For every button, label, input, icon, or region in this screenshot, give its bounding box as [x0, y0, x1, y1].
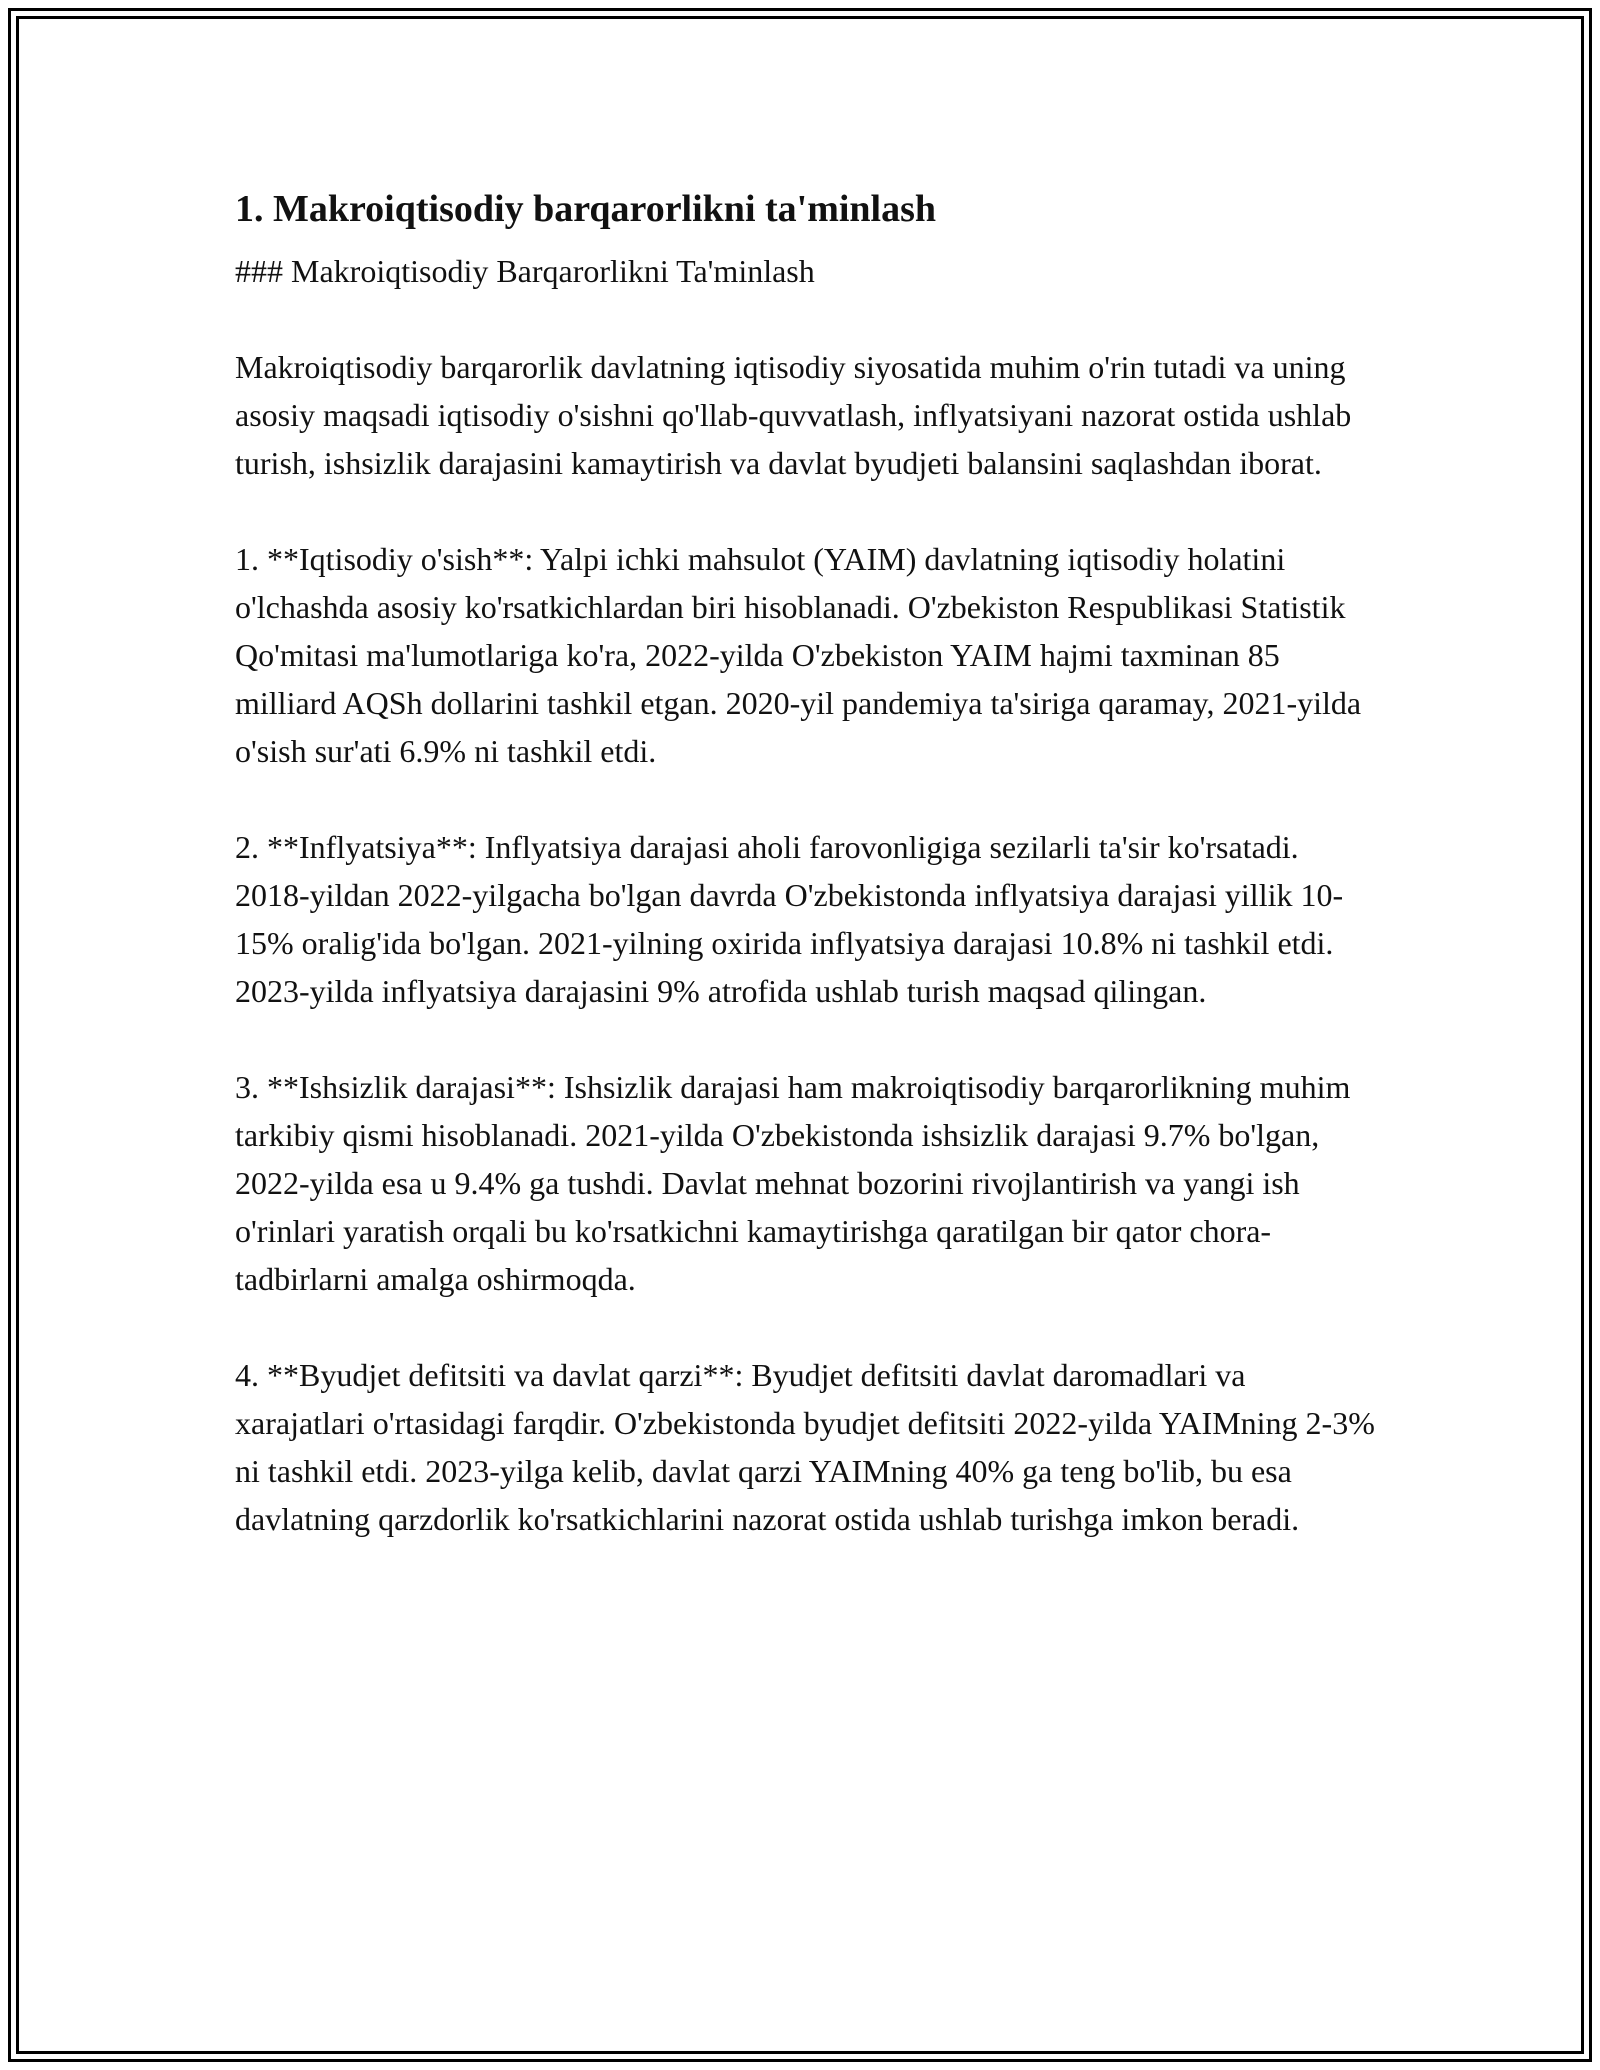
paragraph-budget-deficit: 4. **Byudjet defitsiti va davlat qarzi**: Byudjet defitsiti davlat daromadlari va xarajatlari o'rtasidagi farqdir. O'zbekistonda byudjet defitsiti 2022-yilda YAIMning 2-3% ni tashkil etdi. 2023-yilga kelib, davlat qarzi YAIMning 40% ga teng bo'lib, bu esa davlatning qarzdorlik ko'rsatkichlarini nazorat ostida ushlab turishga imkon beradi.	[235, 1357, 1375, 1537]
document-title: 1. Makroiqtisodiy barqarorlikni ta'minlash	[235, 188, 937, 230]
intro-paragraph: Makroiqtisodiy barqarorlik davlatning iqtisodiy siyosatida muhim o'rin tutadi va uning asosiy maqsadi iqtisodiy o'sishni qo'llab-quvvatlash, inflyatsiyani nazorat ostida ushlab turish, ishsizlik darajasini kamaytirish va davlat byudjeti balansini saqlashdan iborat.	[235, 349, 1352, 481]
document-body	[235, 185, 1375, 1591]
paragraph-economic-growth: 1. **Iqtisodiy o'sish**: Yalpi ichki mahsulot (YAIM) davlatning iqtisodiy holatini o'lchashda asosiy ko'rsatkichlardan biri hisoblanadi. O'zbekiston Respublikasi Statistik Qo'mitasi ma'lumotlariga ko'ra, 2022-yilda O'zbekiston YAIM hajmi taxminan 85 milliard AQSh dollarini tashkil etgan. 2020-yil pandemiya ta'siriga qaramay, 2021-yilda o'sish sur'ati 6.9% ni tashkil etdi.	[235, 541, 1362, 769]
paragraph-inflation: 2. **Inflyatsiya**: Inflyatsiya darajasi aholi farovonligiga sezilarli ta'sir ko'rsatadi. 2018-yildan 2022-yilgacha bo'lgan davrda O'zbekistonda inflyatsiya darajasi yillik 10-15% oralig'ida bo'lgan. 2021-yilning oxirida inflyatsiya darajasi 10.8% ni tashkil etdi. 2023-yilda inflyatsiya darajasini 9% atrofida ushlab turish maqsad qilingan.	[235, 829, 1344, 1009]
paragraph-unemployment: 3. **Ishsizlik darajasi**: Ishsizlik darajasi ham makroiqtisodiy barqarorlikning muhim tarkibiy qismi hisoblanadi. 2021-yilda O'zbekistonda ishsizlik darajasi 9.7% bo'lgan, 2022-yilda esa u 9.4% ga tushdi. Davlat mehnat bozorini rivojlantirish va yangi ish o'rinlari yaratish orqali bu ko'rsatkichni kamaytirishga qaratilgan bir qator chora-tadbirlarni amalga oshirmoqda.	[235, 1069, 1351, 1297]
document-subheading: ### Makroiqtisodiy Barqarorlikni Ta'minlash	[235, 253, 815, 289]
